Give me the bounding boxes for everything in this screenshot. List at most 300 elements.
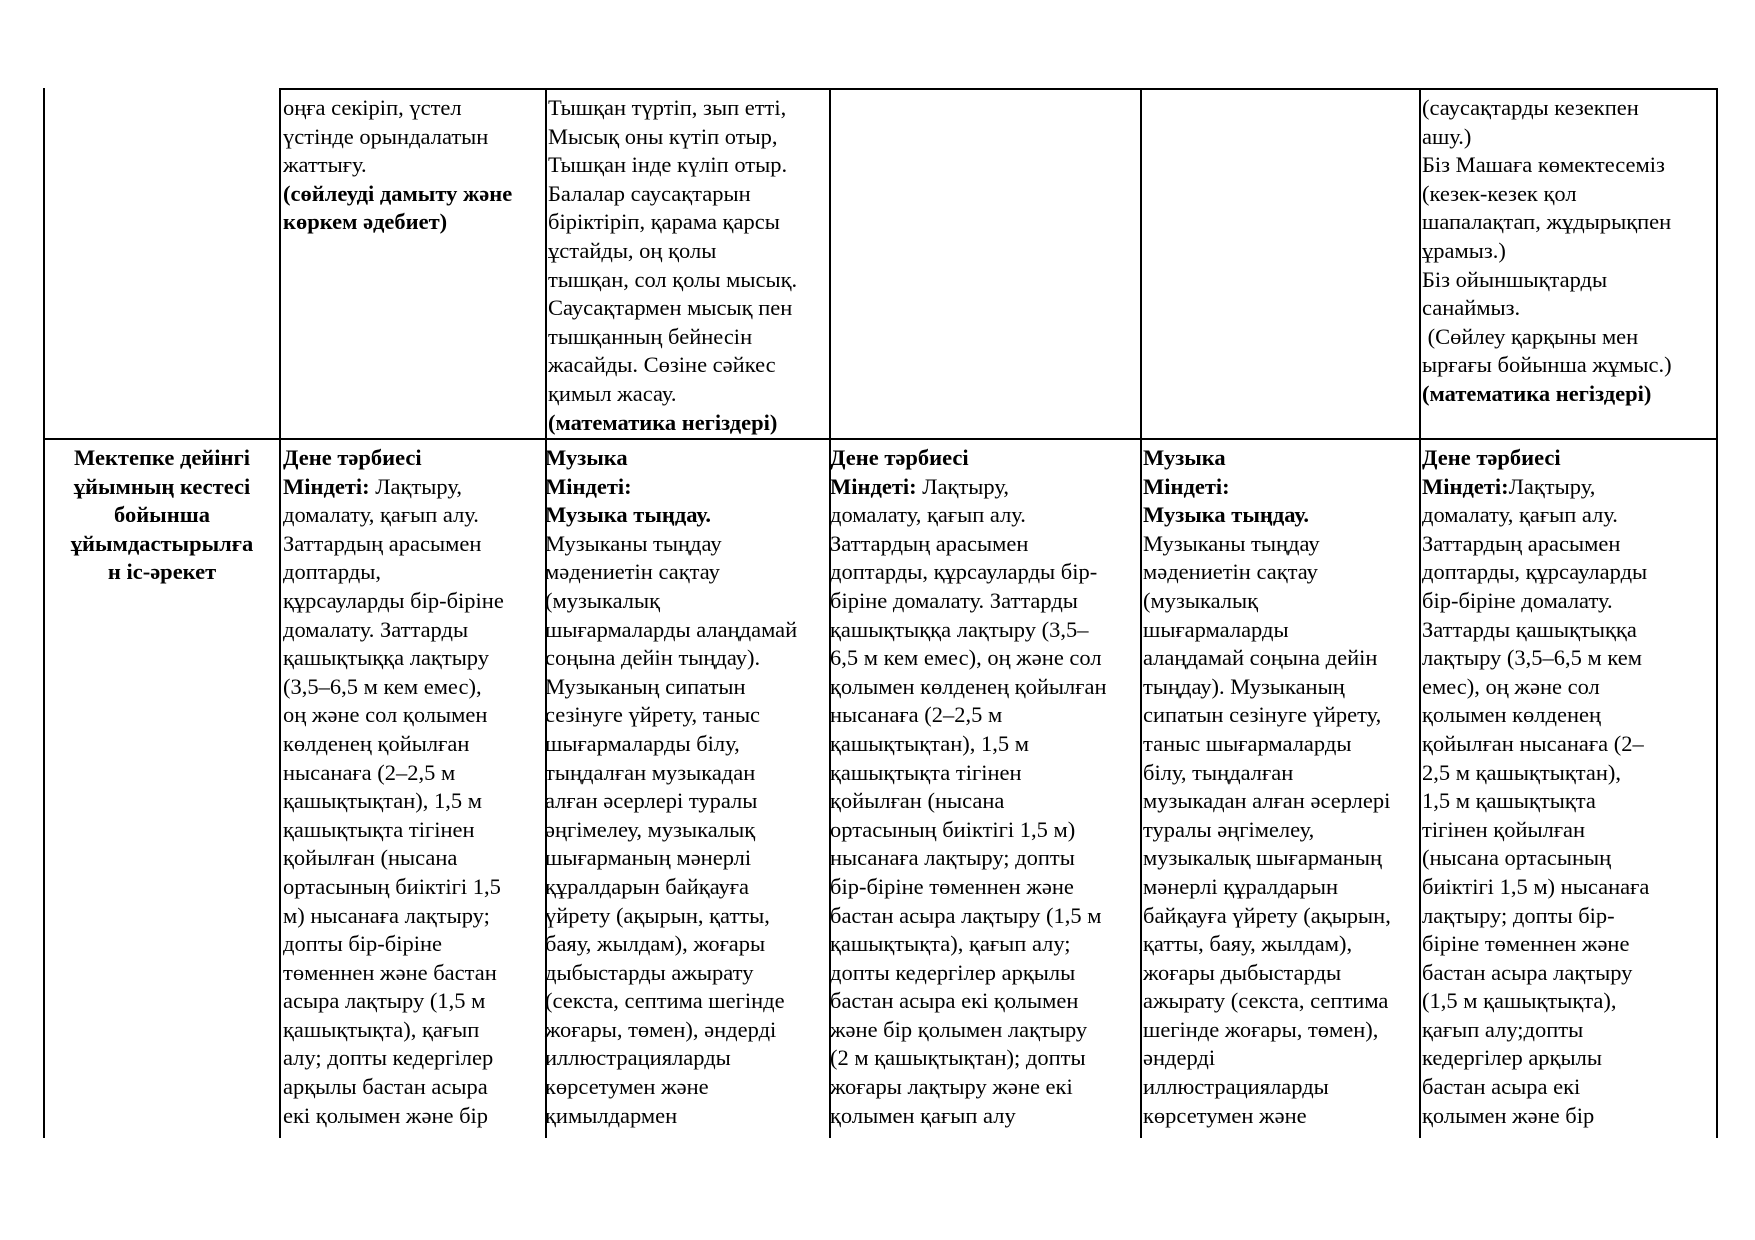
cell-text: (3,5–6,5 м кем емес), — [283, 673, 482, 699]
text-line — [283, 816, 504, 845]
cell-text: сипатын сезінуге үйрету, — [1143, 702, 1382, 728]
cell-text: жаттығу. — [283, 152, 367, 178]
cell-text: оң және сол қолымен — [283, 702, 488, 728]
text-line — [830, 501, 1106, 530]
text-line — [548, 294, 797, 323]
text-line — [283, 123, 512, 152]
cell-text: музыкалық шығарманың — [1143, 845, 1383, 871]
text-line — [548, 151, 797, 180]
cell-text: нысанаға (2–2,5 м — [283, 759, 456, 785]
cell-text: біріне төменнен және — [1422, 931, 1630, 957]
cell-text: тыңдау). Музыканың — [1143, 673, 1345, 699]
cell-text: жоғары лақтыру және екі — [830, 1074, 1073, 1100]
cell-text: ырғағы бойынша жұмыс.) — [1422, 352, 1672, 378]
cell-text: биіктігі 1,5 м) нысанаға — [1422, 873, 1650, 899]
text-line — [545, 444, 797, 473]
cell-text: біріктіріп, қарама қарсы — [548, 209, 780, 235]
cell-text: ұрамыз.) — [1422, 237, 1506, 263]
text-line — [1422, 558, 1649, 587]
cell-text: лақтыру (3,5–6,5 м кем — [1422, 645, 1643, 671]
cell-text: қашықтықта тігінен — [830, 759, 1022, 785]
cell-text: (2 м қашықтықтан); допты — [830, 1045, 1086, 1071]
text-line — [1422, 873, 1649, 902]
cell-text: Міндеті: — [545, 473, 632, 499]
cell-text: (музыкалық — [1143, 587, 1259, 613]
cell-text: Лақтыру, — [916, 473, 1009, 499]
table-cell — [830, 444, 1106, 1130]
text-line — [545, 673, 797, 702]
text-line — [1143, 759, 1391, 788]
cell-text: шығарманың мәнерлі — [545, 845, 752, 871]
text-line — [545, 959, 797, 988]
text-line — [1422, 644, 1649, 673]
text-line — [283, 1044, 504, 1073]
cell-text: жасайды. Сөзіне сәйкес — [548, 352, 776, 378]
cell-text: әңгімелеу, музыкалық — [545, 816, 756, 842]
cell-text: Заттардың арасымен — [1422, 530, 1621, 556]
text-line — [830, 1102, 1106, 1131]
text-line — [548, 208, 797, 237]
cell-text: Дене тәрбиесі — [830, 445, 969, 470]
cell-text: емес), оң және сол — [1422, 673, 1600, 699]
text-line — [548, 266, 797, 295]
cell-text: мәдениетін сақтау — [1143, 559, 1318, 585]
text-line — [1143, 844, 1391, 873]
text-line — [830, 930, 1106, 959]
text-line — [283, 530, 504, 559]
cell-text: (секста, септима шегінде — [545, 988, 785, 1014]
text-line — [1422, 987, 1649, 1016]
text-line — [830, 787, 1106, 816]
cell-text: төменнен және бастан — [283, 959, 497, 985]
text-line — [283, 501, 504, 530]
cell-text: Саусақтармен мысық пен — [548, 295, 793, 321]
text-line — [283, 673, 504, 702]
text-line — [1422, 237, 1672, 266]
row-header-line: ұйымның кестесі — [73, 473, 251, 499]
text-line — [830, 444, 1106, 473]
cell-text: 6,5 м кем емес), оң және сол — [830, 645, 1102, 671]
cell-text: Дене тәрбиесі — [1422, 445, 1561, 470]
cell-text: Заттарды қашықтыққа — [1422, 616, 1637, 642]
cell-text: қолымен көлденең — [1422, 702, 1602, 728]
text-line — [283, 644, 504, 673]
cell-text: Міндеті: — [1422, 473, 1509, 499]
text-line — [830, 644, 1106, 673]
text-line — [283, 759, 504, 788]
cell-text: ортасының биіктігі 1,5 — [283, 873, 501, 899]
text-line — [1422, 844, 1649, 873]
cell-text: сезінуге үйрету, таныс — [545, 702, 761, 728]
text-line — [830, 730, 1106, 759]
text-line — [1422, 351, 1672, 380]
text-line — [545, 816, 797, 845]
cell-text: қолымен және бір — [1422, 1102, 1595, 1128]
text-line — [830, 587, 1106, 616]
text-line — [548, 351, 797, 380]
cell-text: допты бір-біріне — [283, 931, 442, 957]
cell-text: бастан асыра лақтыру — [1422, 959, 1633, 985]
cell-text: домалату, қағып алу. — [283, 502, 479, 528]
text-line — [1143, 444, 1391, 473]
text-line — [283, 208, 512, 237]
cell-text: қолымен көлденең қойылған — [830, 673, 1107, 699]
table-cell — [1422, 94, 1672, 409]
column-divider — [1140, 88, 1142, 1138]
text-line — [283, 587, 504, 616]
cell-text: Міндеті: — [1143, 473, 1230, 499]
cell-text: алған әсерлері туралы — [545, 788, 758, 814]
cell-text: шегінде жоғары, төмен), — [1143, 1016, 1379, 1042]
cell-text: ажырату (секста, септима — [1143, 988, 1389, 1014]
cell-text: (кезек-кезек қол — [1422, 180, 1577, 206]
cell-text: Музыканы тыңдау — [545, 530, 722, 556]
text-line — [830, 902, 1106, 931]
text-line — [830, 959, 1106, 988]
text-line — [545, 902, 797, 931]
text-line — [1143, 816, 1391, 845]
cell-text: көрсетумен және — [545, 1074, 709, 1100]
text-line — [545, 616, 797, 645]
table-cell — [283, 94, 512, 237]
text-line — [1143, 644, 1391, 673]
cell-text: дыбыстарды ажырату — [545, 959, 754, 985]
cell-text: қойылған нысанаға (2– — [1422, 730, 1644, 756]
text-line — [1143, 730, 1391, 759]
text-line — [548, 237, 797, 266]
text-line — [1143, 1102, 1391, 1131]
text-line — [1143, 701, 1391, 730]
text-line — [1422, 294, 1672, 323]
cell-text: (сөйлеуді дамыту және — [283, 180, 513, 206]
cell-text: алу; допты кедергілер — [283, 1045, 494, 1071]
row-header-line: Мектепке дейінгі — [74, 445, 250, 470]
text-line — [548, 180, 797, 209]
text-line — [283, 94, 512, 123]
cell-text: доптарды, құрсауларды — [1422, 559, 1648, 585]
text-line — [283, 701, 504, 730]
cell-text: (нысана ортасының — [1422, 845, 1612, 871]
cell-text: қашықтыққа лақтыру (3,5– — [830, 616, 1089, 642]
text-line — [1422, 530, 1649, 559]
cell-text: шығармаларды алаңдамай — [545, 616, 798, 642]
text-line — [1143, 673, 1391, 702]
text-line — [545, 787, 797, 816]
cell-text: (Сөйлеу қарқыны мен — [1422, 323, 1639, 349]
text-line — [1143, 1073, 1391, 1102]
cell-text: 1,5 м қашықтықта — [1422, 788, 1596, 814]
text-line — [1422, 501, 1649, 530]
text-line — [1143, 473, 1391, 502]
column-divider — [1419, 88, 1421, 1138]
cell-text: (математика негіздері) — [1422, 380, 1652, 406]
cell-text: көлденең қойылған — [283, 730, 470, 756]
text-line — [545, 1073, 797, 1102]
row-header-line: н іс-әрекет — [107, 559, 217, 585]
cell-text: қашықтықта тігінен — [283, 816, 475, 842]
text-line — [1422, 473, 1649, 502]
cell-text: әндерді — [1143, 1045, 1216, 1071]
cell-text: шығармаларды білу, — [545, 730, 740, 756]
row-divider — [43, 438, 1718, 440]
cell-text: музыкадан алған әсерлері — [1143, 788, 1391, 814]
cell-text: қатты, баяу, жылдам), — [1143, 931, 1353, 957]
cell-text: оңға секіріп, үстел — [283, 95, 462, 120]
text-line — [830, 616, 1106, 645]
cell-text: Тышқан түртіп, зып етті, — [548, 95, 787, 120]
text-line — [283, 902, 504, 931]
row-header-line: ұйымдастырылға — [70, 530, 254, 556]
cell-text: Мысық оны күтіп отыр, — [548, 123, 778, 149]
text-line — [830, 1073, 1106, 1102]
text-line — [1143, 587, 1391, 616]
cell-text: соңына дейін тыңдау). — [545, 645, 761, 671]
cell-text: үйрету (ақырын, қатты, — [545, 902, 770, 928]
text-line — [545, 558, 797, 587]
cell-text: туралы әңгімелеу, — [1143, 816, 1315, 842]
text-line — [545, 844, 797, 873]
cell-text: лақтыру; допты бір- — [1422, 902, 1615, 928]
text-line — [545, 644, 797, 673]
text-line — [545, 873, 797, 902]
text-line — [1422, 587, 1649, 616]
text-line — [1422, 673, 1649, 702]
text-line — [545, 701, 797, 730]
cell-text: Музыканың сипатын — [545, 673, 746, 699]
cell-text: мәнерлі құралдарын — [1143, 873, 1338, 899]
text-line — [1422, 730, 1649, 759]
cell-text: допты кедергілер арқылы — [830, 959, 1076, 985]
text-line — [545, 730, 797, 759]
text-line — [1422, 1102, 1649, 1131]
cell-text: 2,5 м қашықтықтан), — [1422, 759, 1622, 785]
cell-text: мәдениетін сақтау — [545, 559, 720, 585]
cell-text: Музыканы тыңдау — [1143, 530, 1320, 556]
text-line — [830, 873, 1106, 902]
text-line — [1422, 444, 1649, 473]
cell-text: Балалар саусақтарын — [548, 180, 751, 206]
cell-text: доптарды, құрсауларды бір- — [830, 559, 1098, 585]
cell-text: тышқанның бейнесін — [548, 323, 753, 349]
cell-text: Біз Машаға көмектесеміз — [1422, 152, 1665, 178]
text-line — [545, 987, 797, 1016]
text-line — [830, 987, 1106, 1016]
text-line — [283, 616, 504, 645]
text-line — [1422, 380, 1672, 409]
text-line — [283, 959, 504, 988]
text-line — [545, 473, 797, 502]
text-line — [1422, 759, 1649, 788]
cell-text: таныс шығармаларды — [1143, 730, 1352, 756]
cell-text: қойылған (нысана — [283, 845, 458, 871]
text-line — [1143, 959, 1391, 988]
cell-text: тыңдалған музыкадан — [545, 759, 756, 785]
text-line — [830, 473, 1106, 502]
cell-text: Міндеті: — [283, 473, 370, 499]
text-line — [830, 844, 1106, 873]
cell-text: үстінде орындалатын — [283, 123, 489, 149]
text-line — [830, 701, 1106, 730]
text-line — [545, 759, 797, 788]
cell-text: санаймыз. — [1422, 295, 1521, 321]
cell-text: бір-біріне домалату. — [1422, 587, 1613, 613]
text-line — [1422, 959, 1649, 988]
cell-text: домалату, қағып алу. — [830, 502, 1026, 528]
text-line — [283, 1016, 504, 1045]
text-line — [830, 530, 1106, 559]
text-line — [830, 1016, 1106, 1045]
text-line — [283, 873, 504, 902]
text-line — [548, 409, 797, 438]
cell-text: баяу, жылдам), жоғары — [545, 931, 766, 957]
table-right-border — [1716, 88, 1718, 1138]
row-header-line: бойынша — [114, 502, 210, 528]
cell-text: байқауға үйрету (ақырын, — [1143, 902, 1391, 928]
text-line — [545, 501, 797, 530]
text-line — [283, 930, 504, 959]
text-line — [1143, 530, 1391, 559]
text-line — [1422, 1073, 1649, 1102]
text-line — [1143, 873, 1391, 902]
table-cell — [545, 444, 797, 1130]
cell-text: Музыка тыңдау. — [1143, 502, 1309, 528]
text-line — [1422, 1044, 1649, 1073]
text-line — [830, 673, 1106, 702]
table-left-border — [43, 88, 45, 1138]
cell-text: екі қолымен және бір — [283, 1102, 489, 1128]
row-header — [46, 444, 278, 587]
cell-text: қашықтықтан), 1,5 м — [830, 730, 1030, 756]
text-line — [1422, 266, 1672, 295]
cell-text: көрсетумен және — [1143, 1102, 1307, 1128]
text-line — [545, 1044, 797, 1073]
cell-text: Музыка тыңдау. — [545, 502, 711, 528]
cell-text: қимылдармен — [545, 1102, 678, 1128]
text-line — [545, 587, 797, 616]
text-line — [283, 444, 504, 473]
text-line — [1143, 902, 1391, 931]
cell-text: Музыка — [1143, 445, 1226, 470]
column-divider — [279, 88, 281, 1138]
cell-text: Лақтыру, — [369, 473, 462, 499]
cell-text: білу, тыңдалған — [1143, 759, 1294, 785]
text-line — [1422, 930, 1649, 959]
text-line — [545, 1016, 797, 1045]
cell-text: Біз ойыншықтарды — [1422, 266, 1608, 292]
cell-text: м) нысанаға лақтыру; — [283, 902, 490, 928]
cell-text: Міндеті: — [830, 473, 917, 499]
cell-text: бастан асыра лақтыру (1,5 м — [830, 902, 1102, 928]
text-line — [1422, 701, 1649, 730]
table-cell — [548, 94, 797, 437]
text-line — [283, 1073, 504, 1102]
text-line — [548, 123, 797, 152]
text-line — [1422, 123, 1672, 152]
text-line — [1143, 501, 1391, 530]
cell-text: бір-біріне төменнен және — [830, 873, 1074, 899]
cell-text: қолымен қағып алу — [830, 1102, 1016, 1128]
text-line — [545, 930, 797, 959]
table-cell — [1143, 444, 1391, 1130]
cell-text: (математика негіздері) — [548, 409, 778, 435]
text-line — [1422, 323, 1672, 352]
text-line — [830, 816, 1106, 845]
cell-text: тышқан, сол қолы мысық. — [548, 266, 798, 292]
text-line — [1143, 787, 1391, 816]
cell-text: домалату, қағып алу. — [1422, 502, 1618, 528]
cell-text: нысанаға лақтыру; допты — [830, 845, 1075, 871]
text-line — [283, 151, 512, 180]
cell-text: бастан асыра екі қолымен — [830, 988, 1079, 1014]
cell-text: асыра лақтыру (1,5 м — [283, 988, 486, 1014]
text-line — [283, 1102, 504, 1131]
table-top-border — [279, 88, 1718, 90]
text-line — [1422, 1016, 1649, 1045]
cell-text: иллюстрацияларды — [545, 1045, 731, 1071]
cell-text: кедергілер арқылы — [1422, 1045, 1602, 1071]
text-line — [1422, 616, 1649, 645]
cell-text: біріне домалату. Заттарды — [830, 587, 1078, 613]
text-line — [830, 558, 1106, 587]
cell-text: иллюстрацияларды — [1143, 1074, 1329, 1100]
text-line — [283, 787, 504, 816]
cell-text: доптарды, — [283, 559, 381, 585]
text-line — [1422, 94, 1672, 123]
text-line — [545, 1102, 797, 1131]
cell-text: Заттардың арасымен — [283, 530, 482, 556]
text-line — [283, 844, 504, 873]
text-line — [283, 180, 512, 209]
cell-text: (1,5 м қашықтықта), — [1422, 988, 1617, 1014]
cell-text: шапалақтап, жұдырықпен — [1422, 209, 1672, 235]
cell-text: ортасының биіктігі 1,5 м) — [830, 816, 1076, 842]
cell-text: ұстайды, оң қолы — [548, 237, 717, 263]
text-line — [830, 759, 1106, 788]
table-cell — [283, 444, 504, 1130]
cell-text: қашықтықта), қағып — [283, 1016, 480, 1042]
cell-text: Лақтыру, — [1508, 473, 1596, 499]
cell-text: қимыл жасау. — [548, 380, 677, 406]
text-line — [1422, 787, 1649, 816]
cell-text: көркем әдебиет) — [283, 209, 448, 235]
cell-text: қашықтыққа лақтыру — [283, 645, 490, 671]
text-line — [548, 323, 797, 352]
cell-text: жоғары, төмен), әндерді — [545, 1016, 777, 1042]
cell-text: қашықтықта), қағып алу; — [830, 931, 1071, 957]
cell-text: нысанаға (2–2,5 м — [830, 702, 1003, 728]
cell-text: Музыка — [545, 445, 628, 470]
cell-text: шығармаларды — [1143, 616, 1289, 642]
cell-text: құрсауларды бір-біріне — [283, 587, 504, 613]
text-line — [1143, 616, 1391, 645]
text-line — [1422, 208, 1672, 237]
cell-text: домалату. Заттарды — [283, 616, 469, 642]
text-line — [283, 473, 504, 502]
text-line — [1422, 816, 1649, 845]
text-line — [830, 1044, 1106, 1073]
text-line — [283, 987, 504, 1016]
text-line — [1422, 902, 1649, 931]
table-cell — [1422, 444, 1649, 1130]
cell-text: қойылған (нысана — [830, 788, 1005, 814]
text-line — [1422, 151, 1672, 180]
cell-text: Тышқан інде күліп отыр. — [548, 152, 788, 178]
text-line — [1143, 558, 1391, 587]
text-line — [548, 94, 797, 123]
cell-text: қағып алу;допты — [1422, 1016, 1584, 1042]
cell-text: Дене тәрбиесі — [283, 445, 422, 470]
cell-text: алаңдамай соңына дейін — [1143, 645, 1378, 671]
